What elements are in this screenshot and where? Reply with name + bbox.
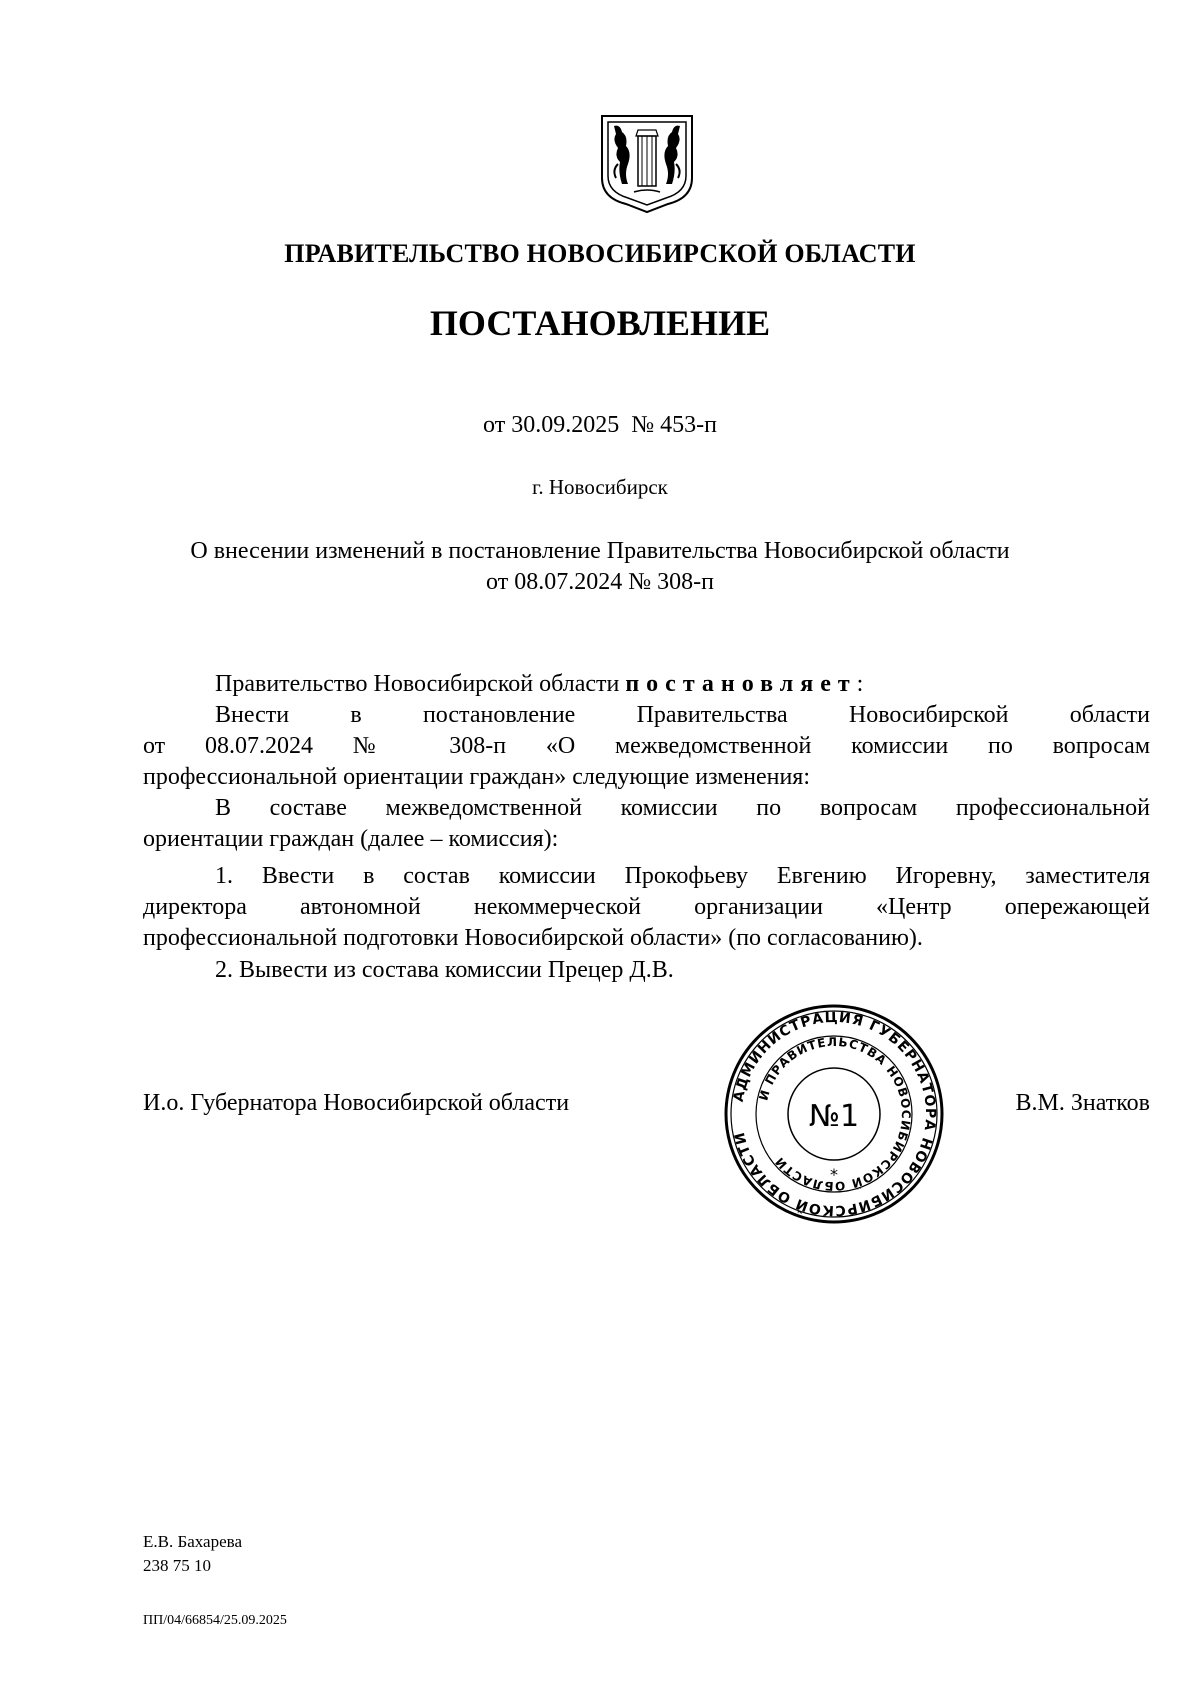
seal-number: №1 [808,1099,860,1134]
document-type: ПОСТАНОВЛЕНИЕ [429,303,771,343]
signatory-title: И.о. Губернатора Новосибирской области [143,1090,570,1116]
item1-line-2: директора автономной некоммерческой организации «Центр опережающей [143,894,1150,920]
decides-word: постановляет [625,671,857,697]
executor-name: Е.В. Бахарева [143,1532,242,1551]
seal-inner-text: И ПРАВИТЕЛЬСТВА НОВОСИБИРСКОЙ ОБЛАСТИ [756,1034,914,1194]
item1-line-3: профессиональной подготовки Новосибирской области» (по согласованию). [143,925,923,951]
executor-phone: 238 75 10 [143,1556,211,1575]
subject-line-2: от 08.07.2024 № 308-п [486,569,714,595]
seal-star: * [830,1165,838,1184]
document-code: ПП/04/66854/25.09.2025 [143,1613,287,1628]
date-number: от 30.09.2025 № 453-п [483,412,717,438]
official-seal [722,1002,946,1226]
p1-line-1: Внести в постановление Правительства Новосибирской области [215,702,1150,728]
intro-suffix: : [856,671,864,697]
p1-line-3: профессиональной ориентации граждан» следующие изменения: [143,764,810,790]
item2: 2. Вывести из состава комиссии Прецер Д.В. [215,957,674,983]
seal-outer-text: АДМИНИСТРАЦИЯ ГУБЕРНАТОРА НОВОСИБИРСКОЙ ОБЛАСТИ [730,1009,939,1219]
p2-line-1: В составе межведомственной комиссии по вопросам профессиональной [215,795,1150,821]
item1-line-1: 1. Ввести в состав комиссии Прокофьеву Евгению Игоревну, заместителя [215,863,1150,889]
document-subject [0,536,1200,598]
intro-paragraph [143,669,1150,700]
p2-line-2: ориентации граждан (далее – комиссия): [143,826,559,852]
organization-name: ПРАВИТЕЛЬСТВО НОВОСИБИРСКОЙ ОБЛАСТИ [284,239,916,268]
intro-prefix: Правительство Новосибирской области [215,671,626,697]
subject-line-1: О внесении изменений в постановление Правительства Новосибирской области [190,538,1010,564]
city: г. Новосибирск [532,475,668,499]
coat-of-arms-icon [598,112,696,216]
p1-line-2: от 08.07.2024 № 308-п «О межведомственной комиссии по вопросам [143,733,1150,759]
signatory-name: В.М. Знатков [1015,1090,1150,1116]
